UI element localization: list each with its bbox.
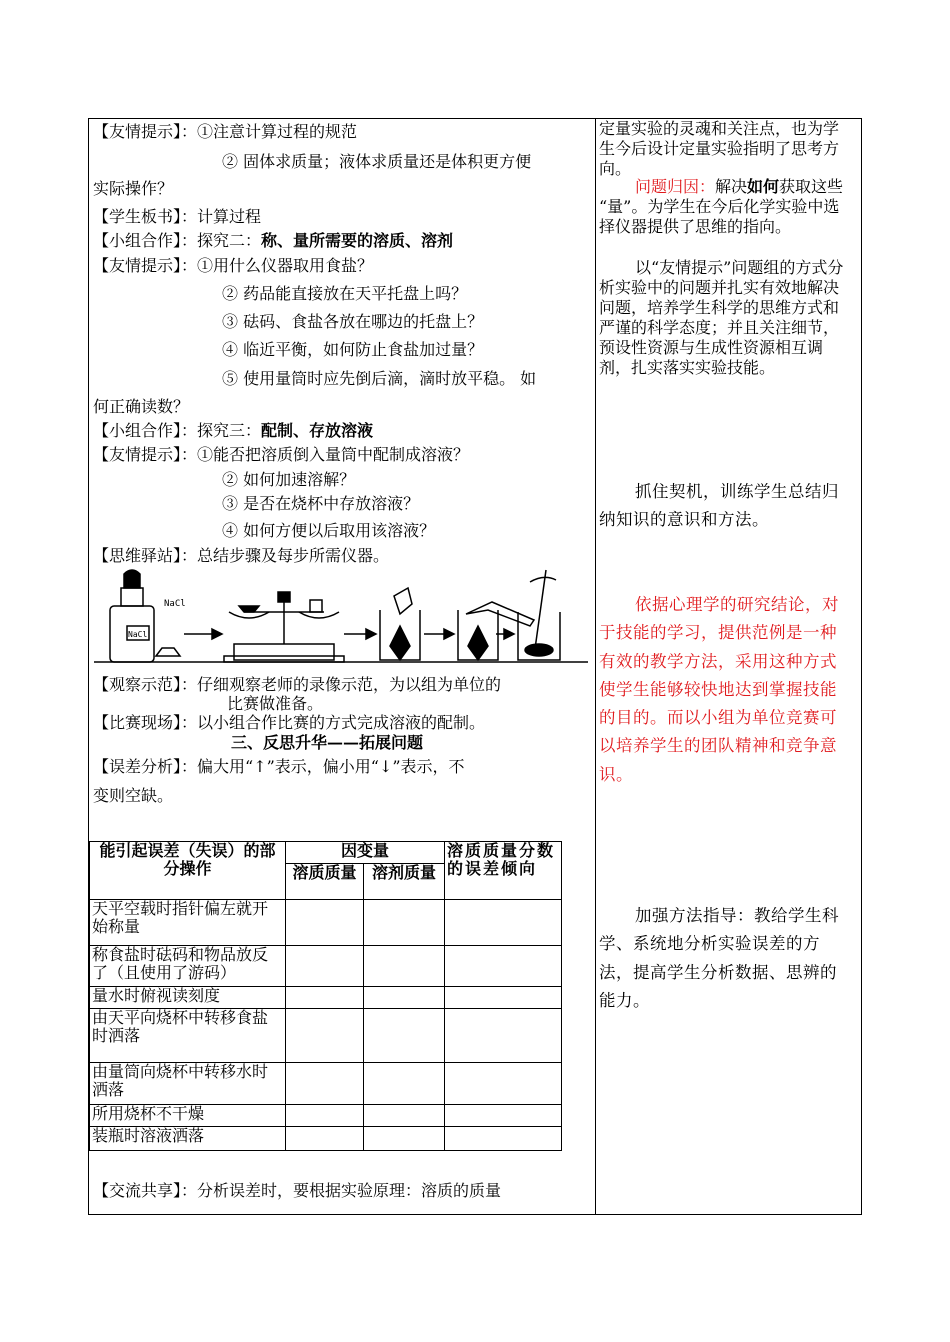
observe-demo-cont: 比赛做准备。	[227, 694, 324, 713]
table-row: 量水时俯视读刻度	[90, 987, 562, 1009]
table-row: 由天平向烧杯中转移食盐时洒落	[90, 1009, 562, 1063]
table-row: 天平空载时指针偏左就开始称量	[90, 900, 562, 946]
header-trend: 溶质质量分数的误差倾向	[445, 842, 562, 900]
hint-3-item-2: ② 如何加速溶解？	[222, 470, 356, 489]
hint-3-item-4: ④ 如何方便以后取用该溶液？	[222, 521, 436, 540]
error-analysis-cont: 变则空缺。	[93, 786, 174, 805]
note-5: 依据心理学的研究结论，对于技能的学习，提供范例是一种有效的教学方法，采用这种方式使学生能够较快地达到掌握技能的目的。而以小组为单位竞赛可以培养学生的团队精神和竞争意识。	[599, 595, 839, 784]
group-coop-3: 【小组合作】：探究三：配制、存放溶液	[93, 421, 374, 440]
table-row: 由量筒向烧杯中转移水时洒落	[90, 1063, 562, 1105]
header-solute: 溶质质量	[286, 864, 364, 900]
competition: 【比赛现场】：以小组合作比赛的方式完成溶液的配制。	[93, 713, 486, 732]
note-1: 定量实验的灵魂和关注点，也为学生今后设计定量实验指明了思考方向。	[599, 119, 840, 178]
hint-3: 【友情提示】：①能否把溶质倒入量筒中配制成溶液？	[93, 445, 470, 464]
experiment-procedure-figure	[94, 566, 590, 666]
hint-2-cont: 何正确读数？	[93, 397, 190, 416]
nacl-label-2: NaCl	[128, 630, 148, 639]
section-heading: 三、反思升华——拓展问题	[231, 733, 424, 752]
table-row: 所用烧杯不干燥	[90, 1105, 562, 1127]
header-operation: 能引起误差（失误）的部分操作	[90, 842, 286, 900]
share-exchange: 【交流共享】：分析误差时，要根据实验原理：溶质的质量	[93, 1181, 502, 1200]
hint-1: 【友情提示】：①注意计算过程的规范	[93, 122, 358, 141]
table-row: 称食盐时砝码和物品放反了（且使用了游码）	[90, 946, 562, 987]
hint-2-item-3: ③ 砝码、食盐各放在哪边的托盘上？	[222, 312, 484, 331]
hint-3-item-3: ③ 是否在烧杯中存放溶液？	[222, 494, 420, 513]
column-divider	[595, 118, 596, 1215]
header-solvent: 溶剂质量	[364, 864, 445, 900]
hint-2-item-4: ④ 临近平衡，如何防止食盐加过量？	[222, 340, 484, 359]
hint-1-item-2: ② 固体求质量；液体求质量还是体积更方便	[222, 152, 532, 171]
note-4: 抓住契机，训练学生总结归纳知识的意识和方法。	[599, 482, 839, 530]
thinking-station: 【思维驿站】：总结步骤及每步所需仪器。	[93, 546, 390, 565]
hint-2: 【友情提示】：①用什么仪器取用食盐？	[93, 256, 374, 275]
table-row: 装瓶时溶液洒落	[90, 1127, 562, 1151]
hint-2-item-5: ⑤ 使用量筒时应先倒后滴，滴时放平稳。 如	[222, 369, 537, 388]
error-analysis: 【误差分析】：偏大用“↑”表示，偏小用“↓”表示，不	[93, 757, 465, 776]
header-dependent: 因变量	[286, 842, 445, 864]
note-2: 问题归因：解决如何获取这些 “量”。为学生在今后化学实验中选择仪器提供了思维的指向。	[599, 177, 844, 236]
observe-demo: 【观察示范】：仔细观察老师的录像示范，为以组为单位的	[93, 675, 502, 694]
hint-2-item-2: ② 药品能直接放在天平托盘上吗？	[222, 284, 468, 303]
student-board: 【学生板书】：计算过程	[93, 207, 262, 226]
error-table	[89, 841, 562, 1151]
hint-1-cont: 实际操作？	[93, 179, 174, 198]
group-coop-2: 【小组合作】：探究二：称、量所需要的溶质、溶剂	[93, 231, 454, 250]
nacl-label-1: NaCl	[164, 599, 186, 609]
note-3: 以“友情提示”问题组的方式分析实验中的问题并扎实有效地解决问题，培养学生科学的思维方式和严谨的科学态度；并且关注细节，预设性资源与生成性资源相互调剂，扎实落实实验技能。	[599, 258, 844, 377]
note-6: 加强方法指导：教给学生科学、系统地分析实验误差的方法，提高学生分析数据、思辨的能力。	[599, 906, 839, 1010]
